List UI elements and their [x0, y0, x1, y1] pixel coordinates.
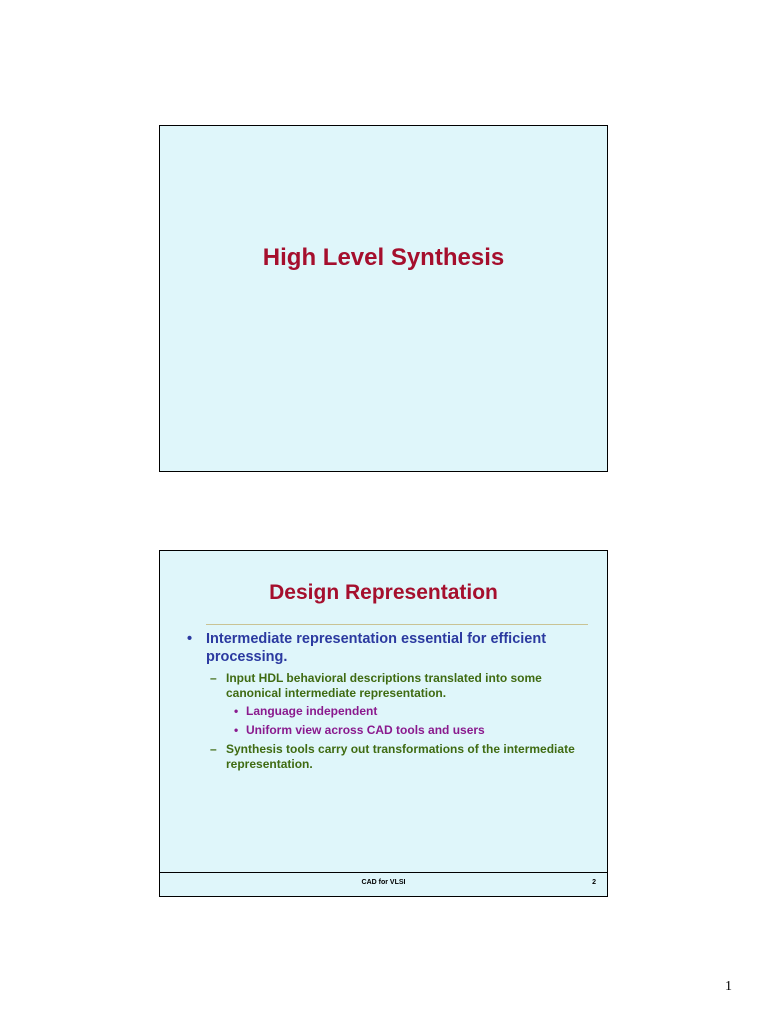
sub-bullet-item — [184, 671, 593, 701]
slide-1 — [159, 125, 608, 472]
bullet-list — [184, 630, 593, 775]
slide-number: 2 — [592, 879, 596, 886]
slide-title: High Level Synthesis — [262, 244, 505, 271]
bullet-marker: • — [234, 704, 239, 718]
bullet-marker: – — [210, 742, 217, 756]
sub-sub-bullet-item — [184, 704, 593, 719]
bullet-text: Synthesis tools carry out transformations of the intermediate representation. — [226, 742, 575, 771]
sub-sub-bullet-item — [184, 723, 593, 738]
title-divider — [206, 624, 588, 625]
slide-2 — [159, 550, 608, 897]
bullet-text: Input HDL behavioral descriptions translated into some canonical intermediate representation. — [226, 671, 542, 700]
footer-divider — [160, 872, 607, 873]
bullet-item — [184, 630, 593, 666]
sub-bullet-item — [184, 742, 593, 772]
bullet-marker: • — [187, 631, 193, 647]
bullet-text: Intermediate representation essential for efficient processing. — [206, 631, 547, 665]
slide-title: Design Representation — [269, 581, 498, 604]
slide-footer: CAD for VLSI — [361, 879, 406, 886]
bullet-text: Language independent — [246, 704, 378, 718]
page-number: 1 — [725, 979, 732, 994]
bullet-marker: • — [234, 723, 239, 737]
bullet-marker: – — [210, 671, 217, 685]
bullet-text: Uniform view across CAD tools and users — [246, 723, 485, 737]
